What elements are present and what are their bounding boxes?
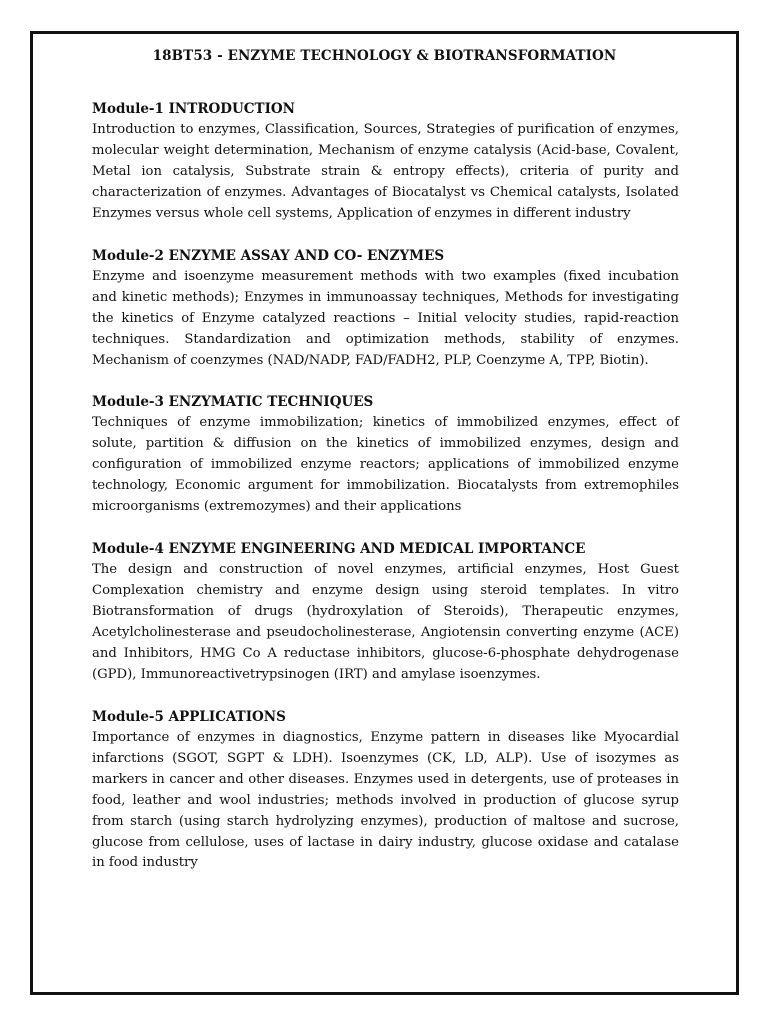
module-3-body: Techniques of enzyme immobilization; kinetics of immobilized enzymes, effect of solute, partition & diffusion on the kinetics of immobilized enzymes, design and configuration of immobilized enzyme reactors; applications of immobilized enzyme technology, Economic argument for immobilization. Biocatalysts from extremophiles microorganisms (extremozymes) and their applications <box>92 415 679 514</box>
module-4-heading: Module-4 ENZYME ENGINEERING AND MEDICAL IMPORTANCE <box>92 541 586 557</box>
module-5-body: Importance of enzymes in diagnostics, Enzyme pattern in diseases like Myocardial infarctions (SGOT, SGPT & LDH). Isoenzymes (CK, LD, ALP). Use of isozymes as markers in cancer and other diseases. Enzymes used in detergents, use of proteases in food, leather and wool industries; methods involved in production of glucose syrup from starch (using starch hydrolyzing enzymes), production of maltose and sucrose, glucose from cellulose, uses of lactase in dairy industry, glucose oxidase and catalase in food industry <box>92 730 679 871</box>
module-2-body: Enzyme and isoenzyme measurement methods with two examples (fixed incubation and kinetic methods); Enzymes in immunoassay techniques, Methods for investigating the kinetics of Enzyme catalyzed reactions – Initial velocity studies, rapid-reaction techniques. Standardization and optimization methods, stability of enzymes. Mechanism of coenzymes (NAD/NADP, FAD/FADH2, PLP, Coenzyme A, TPP, Biotin). <box>92 269 679 368</box>
module-4-section <box>92 539 679 685</box>
module-2-section <box>92 246 679 372</box>
module-3-heading: Module-3 ENZYMATIC TECHNIQUES <box>92 394 374 410</box>
document-title: 18BT53 - ENZYME TECHNOLOGY & BIOTRANSFORMATION <box>152 48 617 64</box>
module-3-section <box>92 392 679 518</box>
module-1-body: Introduction to enzymes, Classification, Sources, Strategies of purification of enzymes, molecular weight determination, Mechanism of enzyme catalysis (Acid-base, Covalent, Metal ion catalysis, Substrate strain & entropy effects), criteria of purity and characterization of enzymes. Advantages of Biocatalyst vs Chemical catalysts, Isolated Enzymes versus whole cell systems, Application of enzymes in different industry <box>92 122 679 221</box>
module-1-heading: Module-1 INTRODUCTION <box>92 101 295 117</box>
module-5-heading: Module-5 APPLICATIONS <box>92 709 286 725</box>
module-4-body: The design and construction of novel enzymes, artificial enzymes, Host Guest Complexation chemistry and enzyme design using steroid templates. In vitro Biotransformation of drugs (hydroxylation of Steroids), Therapeutic enzymes, Acetylcholinesterase and pseudocholinesterase, Angiotensin converting enzyme (ACE) and Inhibitors, HMG Co A reductase inhibitors, glucose-6-phosphate dehydrogenase (GPD), Immunoreactivetrypsinogen (IRT) and amylase isoenzymes. <box>92 562 679 682</box>
page-border <box>30 31 739 995</box>
module-2-heading: Module-2 ENZYME ASSAY AND CO- ENZYMES <box>92 248 445 264</box>
module-1-section <box>92 99 679 225</box>
module-5-section <box>92 707 679 874</box>
